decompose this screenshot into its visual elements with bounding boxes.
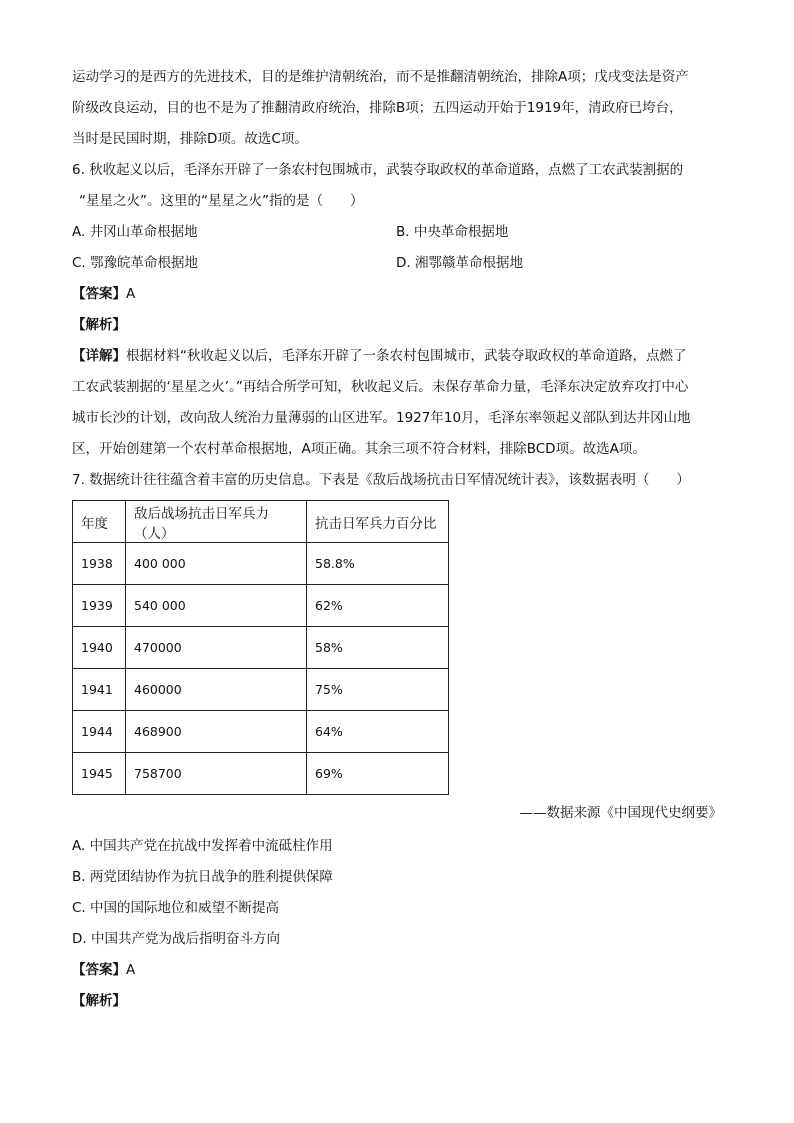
- table-row: [73, 585, 449, 627]
- answer-label: 【答案】: [72, 286, 126, 302]
- document-page: [72, 62, 722, 1017]
- table-cell: 468900: [126, 711, 307, 753]
- intro-paragraph: [72, 62, 722, 155]
- answer-value: A: [126, 286, 136, 302]
- table-cell: 58.8%: [307, 543, 449, 585]
- table-cell: 460000: [126, 669, 307, 711]
- table-cell: 470000: [126, 627, 307, 669]
- data-source: ——数据来源《中国现代史纲要》: [519, 805, 722, 821]
- answer-value: A: [126, 962, 136, 978]
- table-cell: 69%: [307, 753, 449, 795]
- answer-label: 【答案】: [72, 962, 126, 978]
- text-line: 城市长沙的计划，改向敌人统治力量薄弱的山区进军。1927年10月，毛泽东率领起义部队到达井冈山地: [72, 410, 691, 426]
- table-cell: 1940: [73, 627, 126, 669]
- table-header-cell: 抗击日军兵力百分比: [307, 501, 449, 543]
- detail-text: 根据材料“秋收起义以后，毛泽东开辟了一条农村包围城市，武装夺取政权的革命道路，点燃了: [126, 348, 687, 364]
- table-cell: 1945: [73, 753, 126, 795]
- table-row: [73, 543, 449, 585]
- table-header-cell: 年度: [73, 501, 126, 543]
- text-line: [72, 341, 722, 372]
- analysis-label: 【解析】: [72, 993, 126, 1009]
- analysis-label: 【解析】: [72, 317, 126, 333]
- answer-line: [72, 279, 722, 310]
- option-a: A. 井冈山革命根据地: [72, 224, 198, 240]
- option-c: C. 鄂豫皖革命根据地: [72, 255, 199, 271]
- question-stem-line: 6. 秋收起义以后，毛泽东开辟了一条农村包围城市，武装夺取政权的革命道路，点燃了工农武装割据的: [72, 162, 684, 178]
- table-row: [73, 753, 449, 795]
- table-cell: 758700: [126, 753, 307, 795]
- text-line: 区，开始创建第一个农村革命根据地，A项正确。其余三项不符合材料，排除BCD项。故选A项。: [72, 441, 646, 457]
- question-7: [72, 465, 722, 1017]
- table-cell: 540 000: [126, 585, 307, 627]
- option-b: B. 中央革命根据地: [396, 224, 509, 240]
- table-row: [73, 627, 449, 669]
- option-a: A. 中国共产党在抗战中发挥着中流砥柱作用: [72, 838, 333, 854]
- table-cell: 1938: [73, 543, 126, 585]
- table-cell: 64%: [307, 711, 449, 753]
- options-row: [72, 217, 722, 248]
- table-cell: 1941: [73, 669, 126, 711]
- table-cell: 58%: [307, 627, 449, 669]
- question-6: [72, 155, 722, 465]
- table-header-cell: 敌后战场抗击日军兵力（人）: [126, 501, 307, 543]
- table-cell: 1944: [73, 711, 126, 753]
- table-row: [73, 669, 449, 711]
- options-row: [72, 248, 722, 279]
- table-cell: 1939: [73, 585, 126, 627]
- detail-label: 【详解】: [72, 348, 126, 364]
- text-line: 运动学习的是西方的先进技术，目的是维护清朝统治，而不是推翻清朝统治，排除A项；戊戌变法是资产: [72, 69, 689, 85]
- option-d: D. 湘鄂赣革命根据地: [396, 255, 523, 271]
- question-stem-line: “星星之火”。这里的“星星之火”指的是（ ）: [79, 193, 364, 209]
- table-cell: 400 000: [126, 543, 307, 585]
- text-line: 阶级改良运动，目的也不是为了推翻清政府统治，排除B项；五四运动开始于1919年，清政府已垮台，: [72, 100, 683, 116]
- text-line: 工农武装割据的‘星星之火’。”再结合所学可知，秋收起义后。未保存革命力量，毛泽东决定放弃攻打中心: [72, 379, 689, 395]
- table-cell: 75%: [307, 669, 449, 711]
- table-header-row: [73, 501, 449, 543]
- table-cell: 62%: [307, 585, 449, 627]
- answer-line: [72, 955, 722, 986]
- statistics-table: [72, 500, 449, 795]
- option-b: B. 两党团结协作为抗日战争的胜利提供保障: [72, 869, 333, 885]
- detail-paragraph: [72, 341, 722, 465]
- text-line: 当时是民国时期，排除D项。故选C项。: [72, 131, 308, 147]
- question-stem-line: 7. 数据统计往往蕴含着丰富的历史信息。下表是《敌后战场抗击日军情况统计表》，该数据表明（ ）: [72, 472, 690, 488]
- option-c: C. 中国的国际地位和威望不断提高: [72, 900, 280, 916]
- option-d: D. 中国共产党为战后指明奋斗方向: [72, 931, 280, 947]
- table-row: [73, 711, 449, 753]
